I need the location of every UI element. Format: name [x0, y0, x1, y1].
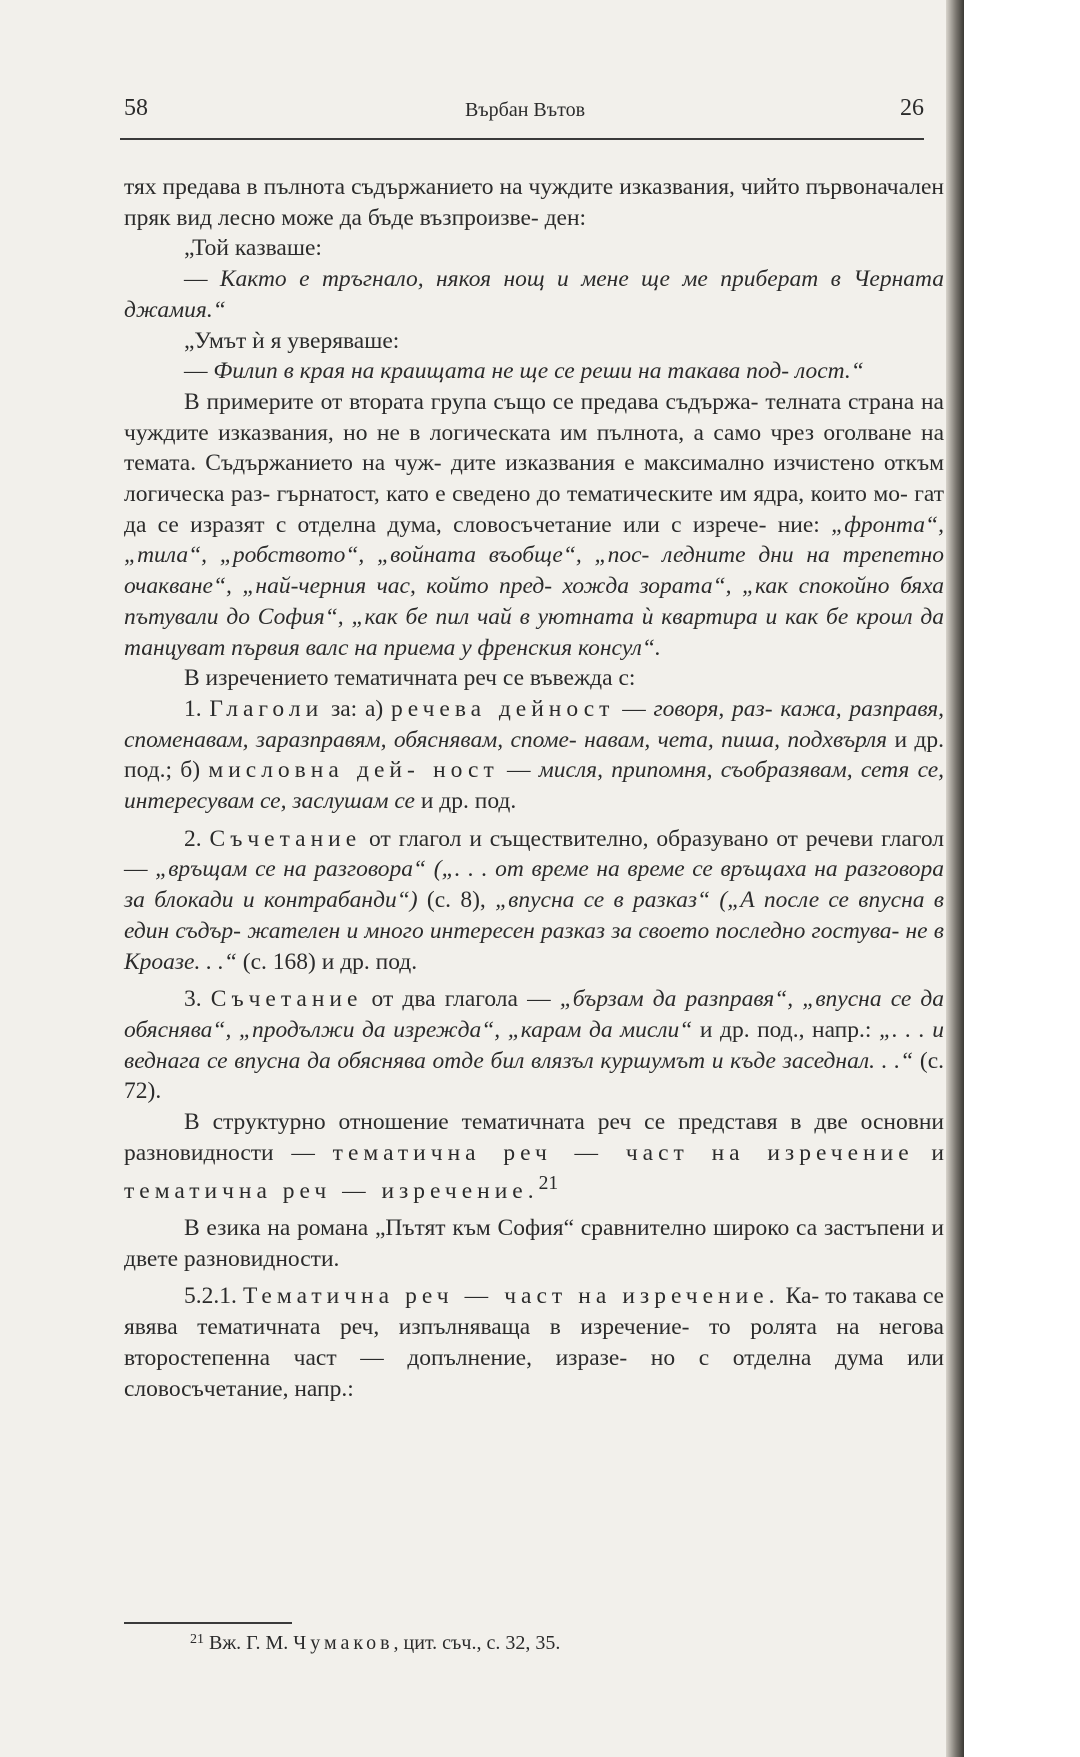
page-header — [124, 95, 926, 127]
spaced-term: мисловна дей- ност — [208, 757, 499, 784]
spaced-term: речева дейност — [391, 695, 615, 722]
item-text: и др. под. — [414, 788, 517, 815]
item-text: за: а) — [323, 695, 392, 722]
italic-examples: говоря, раз- кажа, разправя, споменавам, заразправям, обяснявам, споме- навам, чета, пиша, подхвърля — [124, 695, 945, 753]
footnote-ref: 21 — [538, 1172, 559, 1194]
italic-examples: „бързам да разправя“, „впусна се да обяснява“, „продължи да изрежда“, „карам да мисли“ — [124, 986, 945, 1043]
item-text: (с. 8), — [417, 887, 496, 914]
paragraph-2-examples: „фронта“, „тила“, „робството“, „войната въобще“, „пос- ледните дни на трепетно очакване“, „най-черния час, който пред- хожда зората“, „как спокойно бяха пътували до София“, „как бе пил чай в уютната ѝ квартира и как бе кроил да танцуват първия валс на приема у френския консул“. — [124, 511, 944, 661]
item-number: 3. — [184, 986, 211, 1013]
italic-examples: „. . . и веднага се впусна да обяснява отде бил влязъл куршумът и къде заседнал. . .“ — [124, 1016, 944, 1074]
paragraph-2-text: В примерите от втората група също се предава съдържа- телната страна на чуждите изказвания, но не в логическата им пълнота, а само чрез оголване на темата. Съдържанието на чуж- дите изказвания е максимално изчистено откъм логическа раз- гърнатост, като е сведено до тематическите им ядра, които мо- гат да се изразят с отделна дума, словосъчетание или с изрече- ние: — [124, 388, 944, 538]
italic-examples: „връщам се на разговора“ („. . . от време на време се връщаха на разговора за блокади и контрабанди“) — [124, 856, 944, 914]
footnote-rule — [124, 1622, 292, 1624]
quote-2-text: Филип в края на краищата не ще се реши на такава под- лост.“ — [213, 358, 864, 385]
dash: — — [184, 358, 214, 385]
list-item-2 — [124, 824, 944, 978]
quote-1 — [124, 264, 944, 325]
item-number: 2. — [184, 825, 210, 852]
item-text: — — [614, 695, 654, 722]
item-text: и др. под., напр.: — [692, 1016, 879, 1043]
paragraph-5: В езика на романа „Пътят към София“ сравнително широко са застъпени и двете разновидности. — [124, 1215, 944, 1272]
quote-2 — [124, 356, 944, 387]
footnote-author: Чумаков — [293, 1632, 394, 1654]
footnote-text: , цит. съч., с. 32, 35. — [393, 1632, 561, 1654]
signature-mark: 26 — [900, 95, 924, 121]
paragraph-4 — [124, 1107, 944, 1206]
spaced-term: тематична реч — част на изречение — [332, 1139, 914, 1166]
page-edge-shadow — [946, 0, 964, 1757]
header-rule — [120, 138, 924, 140]
item-text: (с. 72). — [124, 1047, 944, 1105]
main-text — [124, 172, 944, 1404]
italic-examples: „впусна се в разказ“ („А после се впусна в един съдър- жателен и много интересен разказ за своето последно гостува- не в Кроазе. . .“ — [124, 887, 944, 975]
section-5-2-1 — [124, 1281, 944, 1404]
quote-1-text: Както е тръгнало, някоя нощ и мене ще ме приберат в Черната джамия.“ — [124, 266, 944, 323]
item-text: от глагол и съществително, образувано от речеви глагол — — [124, 825, 945, 883]
quote-2-intro: „Умът ѝ я уверяваше: — [184, 327, 400, 354]
dash: — — [184, 266, 220, 293]
section-text: Ка- то такава се явява тематичната реч, изпълняваща в изречение- то ролята на негова второстепенна част — допълнение, изразе- но с отделна дума или словосъчетание, напр.: — [124, 1283, 944, 1402]
paragraph-1: тях предава в пълнота съдържанието на чуждите изказвания, чийто първоначален пряк вид лесно може да бъде възпроизве- ден: — [124, 174, 944, 231]
spaced-term: тематична реч — изречение. — [124, 1177, 539, 1204]
paragraph-3: В изречението тематичната реч се въвежда с: — [184, 665, 636, 692]
paragraph-4-text: и — [913, 1139, 944, 1166]
section-heading: Тематична реч — част на изречение. — [242, 1283, 780, 1310]
running-title: Върбан Вътов — [464, 99, 586, 121]
spaced-term: Съчетание — [210, 986, 363, 1013]
spaced-term: Съчетание — [209, 825, 362, 852]
footnote-text: Вж. Г. М. — [204, 1632, 294, 1654]
section-number: 5.2.1. — [184, 1283, 243, 1310]
paragraph-4-text: В структурно отношение тематичната реч се представя в две основни разновидности — — [124, 1109, 944, 1166]
item-text: от два глагола — — [362, 986, 560, 1013]
quote-1-intro: „Той казваше: — [184, 235, 322, 262]
item-text: — — [498, 757, 539, 784]
item-text: (с. 168) и др. под. — [236, 948, 418, 975]
page-number: 58 — [124, 95, 148, 121]
footnote-mark: 21 — [190, 1632, 204, 1647]
paragraph-2 — [124, 387, 944, 663]
italic-examples: мисля, припомня, съобразявам, сетя се, интересувам се, заслушам се — [124, 757, 945, 815]
item-number: 1. — [184, 695, 210, 722]
item-text: и др. под.; б) — [124, 726, 944, 784]
spaced-term: Глаголи — [209, 695, 324, 722]
footnote — [190, 1625, 560, 1658]
list-item-3 — [124, 984, 944, 1107]
list-item-1 — [124, 694, 944, 817]
scan-margin — [964, 0, 1080, 1757]
